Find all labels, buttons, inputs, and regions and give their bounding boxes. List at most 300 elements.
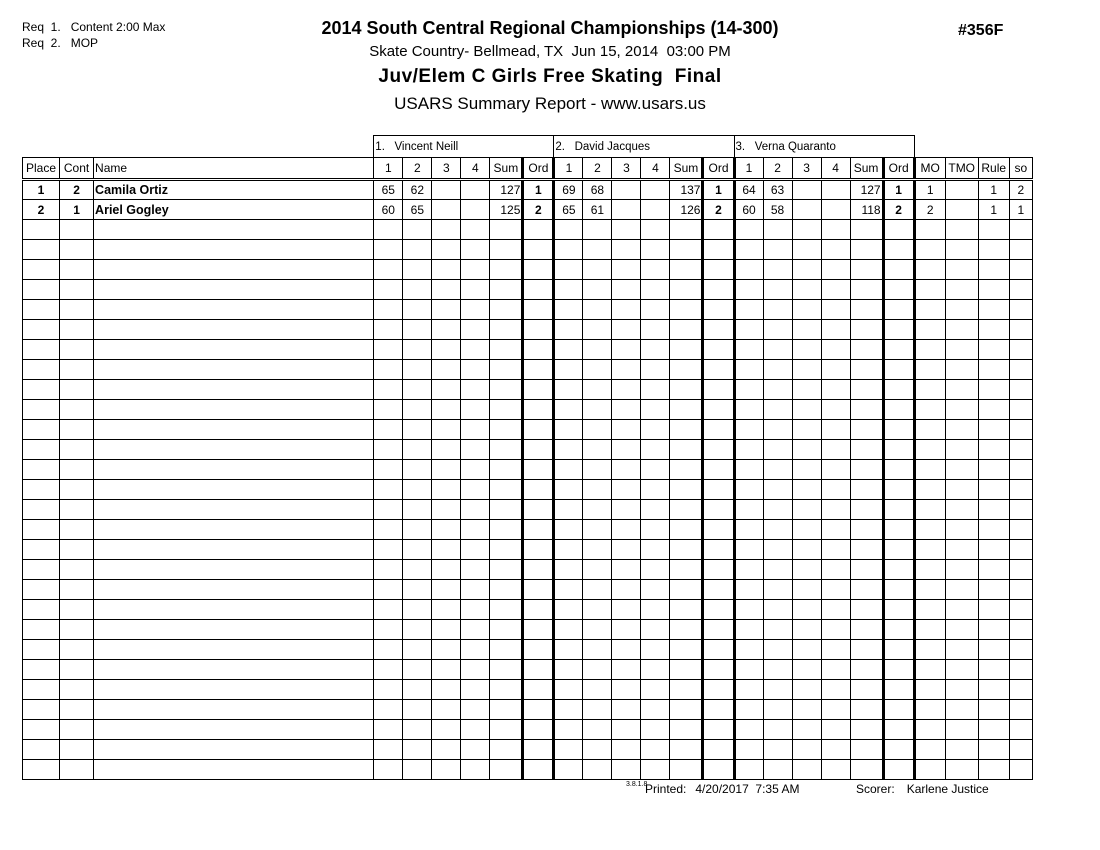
cont-cell bbox=[60, 500, 94, 520]
score-cell bbox=[792, 200, 821, 220]
score-cell bbox=[821, 500, 850, 520]
sum-cell bbox=[490, 720, 523, 740]
score-cell bbox=[641, 560, 670, 580]
so-cell bbox=[1009, 380, 1032, 400]
mo-header: MO bbox=[914, 158, 945, 180]
score-cell bbox=[583, 460, 612, 480]
ord-cell bbox=[523, 340, 554, 360]
sum-cell bbox=[670, 420, 703, 440]
sum-cell bbox=[490, 320, 523, 340]
tmo-cell bbox=[945, 480, 978, 500]
score-cell bbox=[554, 380, 583, 400]
championship-title: 2014 South Central Regional Championships (14-300) bbox=[321, 18, 779, 38]
score-cell bbox=[612, 440, 641, 460]
rule-cell bbox=[978, 420, 1009, 440]
score-cell bbox=[374, 540, 403, 560]
score-cell bbox=[403, 420, 432, 440]
cont-cell bbox=[60, 260, 94, 280]
score-cell bbox=[583, 540, 612, 560]
score-cell bbox=[554, 640, 583, 660]
report-type-title: USARS Summary Report - www.usars.us bbox=[394, 94, 706, 113]
ord-cell: 1 bbox=[703, 180, 734, 200]
sum-cell bbox=[850, 340, 883, 360]
empty-row bbox=[23, 660, 1033, 680]
sum-cell bbox=[670, 320, 703, 340]
empty-row bbox=[23, 700, 1033, 720]
ord-cell bbox=[883, 760, 914, 780]
score-cell: 62 bbox=[403, 180, 432, 200]
score-cell bbox=[821, 460, 850, 480]
score-cell bbox=[821, 220, 850, 240]
sum-cell bbox=[670, 580, 703, 600]
sum-cell bbox=[670, 640, 703, 660]
score-cell bbox=[734, 320, 763, 340]
empty-row bbox=[23, 640, 1033, 660]
sum-cell bbox=[850, 680, 883, 700]
sum-cell bbox=[850, 580, 883, 600]
empty-row bbox=[23, 720, 1033, 740]
rule-cell bbox=[978, 680, 1009, 700]
ord-cell bbox=[523, 220, 554, 240]
sum-cell bbox=[670, 620, 703, 640]
sum-cell bbox=[490, 560, 523, 580]
score-cell bbox=[461, 420, 490, 440]
score-cell bbox=[374, 280, 403, 300]
sum-cell bbox=[850, 700, 883, 720]
sum-cell bbox=[490, 740, 523, 760]
ord-cell bbox=[523, 620, 554, 640]
score-cell bbox=[374, 460, 403, 480]
score-cell bbox=[734, 420, 763, 440]
score-cell bbox=[821, 280, 850, 300]
tmo-cell bbox=[945, 600, 978, 620]
empty-row bbox=[23, 760, 1033, 780]
score-cell bbox=[612, 520, 641, 540]
score-cell bbox=[792, 540, 821, 560]
score-cell bbox=[821, 700, 850, 720]
sum-cell bbox=[850, 620, 883, 640]
mo-cell: 1 bbox=[914, 180, 945, 200]
score-cell bbox=[641, 600, 670, 620]
place-cell bbox=[23, 560, 60, 580]
score-cell bbox=[641, 760, 670, 780]
judge-1-subcol-header: Sum bbox=[490, 158, 523, 180]
score-cell bbox=[583, 240, 612, 260]
score-cell bbox=[734, 240, 763, 260]
score-cell bbox=[763, 340, 792, 360]
score-cell bbox=[763, 580, 792, 600]
sum-cell: 137 bbox=[670, 180, 703, 200]
score-cell bbox=[461, 260, 490, 280]
tmo-cell bbox=[945, 560, 978, 580]
sum-cell bbox=[670, 700, 703, 720]
score-cell bbox=[374, 420, 403, 440]
score-cell bbox=[792, 680, 821, 700]
so-cell bbox=[1009, 340, 1032, 360]
place-cell bbox=[23, 480, 60, 500]
score-cell bbox=[432, 460, 461, 480]
place-cell bbox=[23, 660, 60, 680]
rule-cell bbox=[978, 260, 1009, 280]
req-line-1: Req 1. Content 2:00 Max bbox=[22, 20, 166, 34]
ord-cell bbox=[883, 480, 914, 500]
place-cell bbox=[23, 400, 60, 420]
cont-cell bbox=[60, 420, 94, 440]
name-cell bbox=[94, 220, 374, 240]
score-cell bbox=[641, 520, 670, 540]
score-cell bbox=[612, 560, 641, 580]
printed-value: 4/20/2017 7:35 AM bbox=[695, 782, 800, 796]
mo-cell bbox=[914, 520, 945, 540]
sum-cell bbox=[490, 600, 523, 620]
ord-cell bbox=[883, 280, 914, 300]
ord-cell bbox=[883, 400, 914, 420]
cont-cell bbox=[60, 400, 94, 420]
name-cell bbox=[94, 280, 374, 300]
score-cell bbox=[641, 400, 670, 420]
score-cell bbox=[554, 540, 583, 560]
score-cell bbox=[554, 300, 583, 320]
score-cell bbox=[792, 460, 821, 480]
score-cell bbox=[734, 760, 763, 780]
score-cell bbox=[461, 660, 490, 680]
score-cell bbox=[432, 700, 461, 720]
score-cell bbox=[554, 460, 583, 480]
score-cell bbox=[461, 340, 490, 360]
score-cell bbox=[763, 260, 792, 280]
mo-cell bbox=[914, 740, 945, 760]
place-cell bbox=[23, 700, 60, 720]
score-cell bbox=[554, 620, 583, 640]
score-cell bbox=[641, 320, 670, 340]
score-cell bbox=[583, 680, 612, 700]
score-cell bbox=[461, 760, 490, 780]
ord-cell bbox=[703, 420, 734, 440]
score-cell bbox=[763, 240, 792, 260]
score-cell bbox=[554, 420, 583, 440]
score-cell bbox=[734, 340, 763, 360]
cont-cell bbox=[60, 300, 94, 320]
score-cell bbox=[763, 500, 792, 520]
score-cell bbox=[583, 400, 612, 420]
so-cell bbox=[1009, 260, 1032, 280]
score-cell bbox=[734, 460, 763, 480]
ord-cell bbox=[523, 540, 554, 560]
tmo-cell bbox=[945, 240, 978, 260]
score-cell bbox=[641, 340, 670, 360]
place-cell bbox=[23, 320, 60, 340]
ord-cell bbox=[703, 460, 734, 480]
score-cell bbox=[763, 360, 792, 380]
sum-cell bbox=[670, 500, 703, 520]
score-cell bbox=[792, 240, 821, 260]
sum-cell bbox=[850, 500, 883, 520]
event-title: Juv/Elem C Girls Free Skating Final bbox=[378, 66, 722, 87]
mo-cell bbox=[914, 240, 945, 260]
score-cell bbox=[403, 400, 432, 420]
ord-cell bbox=[703, 700, 734, 720]
sum-cell bbox=[850, 360, 883, 380]
score-cell bbox=[792, 700, 821, 720]
name-cell bbox=[94, 380, 374, 400]
so-cell bbox=[1009, 660, 1032, 680]
ord-cell bbox=[523, 600, 554, 620]
score-cell bbox=[461, 620, 490, 640]
ord-cell bbox=[523, 240, 554, 260]
score-cell bbox=[403, 260, 432, 280]
score-cell bbox=[734, 540, 763, 560]
score-cell bbox=[821, 520, 850, 540]
tmo-cell bbox=[945, 460, 978, 480]
ord-cell bbox=[883, 540, 914, 560]
so-cell bbox=[1009, 520, 1032, 540]
score-cell bbox=[374, 620, 403, 640]
score-cell bbox=[792, 260, 821, 280]
sum-cell bbox=[670, 740, 703, 760]
so-cell bbox=[1009, 760, 1032, 780]
name-cell bbox=[94, 260, 374, 280]
score-cell bbox=[583, 560, 612, 580]
ord-cell bbox=[883, 660, 914, 680]
sum-cell bbox=[670, 260, 703, 280]
sum-cell bbox=[490, 520, 523, 540]
sum-cell bbox=[490, 380, 523, 400]
score-cell bbox=[403, 700, 432, 720]
score-cell bbox=[641, 480, 670, 500]
score-cell bbox=[432, 680, 461, 700]
score-cell bbox=[734, 700, 763, 720]
score-cell bbox=[763, 560, 792, 580]
score-cell bbox=[403, 600, 432, 620]
score-cell bbox=[432, 760, 461, 780]
ord-cell bbox=[883, 600, 914, 620]
ord-cell: 1 bbox=[883, 180, 914, 200]
rule-cell bbox=[978, 220, 1009, 240]
sum-cell bbox=[490, 480, 523, 500]
mo-cell bbox=[914, 560, 945, 580]
score-cell bbox=[763, 220, 792, 240]
cont-cell bbox=[60, 720, 94, 740]
sum-cell bbox=[850, 600, 883, 620]
empty-row bbox=[23, 540, 1033, 560]
score-cell bbox=[734, 500, 763, 520]
tmo-cell bbox=[945, 280, 978, 300]
score-cell bbox=[641, 300, 670, 320]
tmo-cell bbox=[945, 640, 978, 660]
score-cell bbox=[403, 500, 432, 520]
score-cell bbox=[432, 740, 461, 760]
score-cell bbox=[763, 460, 792, 480]
score-cell bbox=[554, 440, 583, 460]
score-cell bbox=[374, 720, 403, 740]
score-cell bbox=[374, 700, 403, 720]
score-cell bbox=[583, 600, 612, 620]
score-cell bbox=[461, 520, 490, 540]
rule-header: Rule bbox=[978, 158, 1009, 180]
tmo-cell bbox=[945, 760, 978, 780]
score-cell bbox=[763, 440, 792, 460]
ord-cell bbox=[883, 720, 914, 740]
ord-cell bbox=[883, 340, 914, 360]
sum-cell bbox=[850, 480, 883, 500]
score-cell bbox=[763, 620, 792, 640]
place-cell bbox=[23, 360, 60, 380]
score-cell bbox=[461, 680, 490, 700]
name-cell bbox=[94, 340, 374, 360]
score-cell bbox=[554, 520, 583, 540]
score-cell bbox=[432, 580, 461, 600]
score-cell bbox=[461, 640, 490, 660]
ord-cell bbox=[703, 400, 734, 420]
empty-row bbox=[23, 560, 1033, 580]
event-number: #356F bbox=[958, 22, 1004, 39]
score-cell bbox=[554, 280, 583, 300]
sum-cell bbox=[490, 440, 523, 460]
rule-cell bbox=[978, 520, 1009, 540]
score-cell bbox=[612, 340, 641, 360]
sum-cell bbox=[850, 320, 883, 340]
ord-cell bbox=[523, 440, 554, 460]
score-cell bbox=[792, 400, 821, 420]
score-cell bbox=[792, 740, 821, 760]
ord-cell bbox=[703, 680, 734, 700]
score-cell: 69 bbox=[554, 180, 583, 200]
rule-cell bbox=[978, 360, 1009, 380]
tmo-cell bbox=[945, 180, 978, 200]
ord-cell bbox=[703, 500, 734, 520]
score-cell bbox=[612, 540, 641, 560]
score-cell bbox=[821, 320, 850, 340]
score-cell bbox=[461, 580, 490, 600]
printed-label: Printed: bbox=[645, 782, 687, 796]
ord-cell bbox=[703, 320, 734, 340]
tmo-cell bbox=[945, 420, 978, 440]
sum-cell bbox=[670, 600, 703, 620]
judge-3-subcol-header: Sum bbox=[850, 158, 883, 180]
sum-cell bbox=[670, 300, 703, 320]
empty-row bbox=[23, 620, 1033, 640]
venue-date-line: Skate Country- Bellmead, TX Jun 15, 2014 03:00 PM bbox=[369, 43, 731, 60]
mo-cell bbox=[914, 420, 945, 440]
cont-cell bbox=[60, 460, 94, 480]
score-cell bbox=[374, 660, 403, 680]
empty-row bbox=[23, 400, 1033, 420]
mo-cell bbox=[914, 440, 945, 460]
sum-cell bbox=[490, 400, 523, 420]
ord-cell bbox=[883, 740, 914, 760]
sum-cell bbox=[490, 220, 523, 240]
score-cell bbox=[612, 240, 641, 260]
ord-cell bbox=[703, 520, 734, 540]
so-cell bbox=[1009, 480, 1032, 500]
score-cell bbox=[583, 340, 612, 360]
score-cell: 60 bbox=[374, 200, 403, 220]
cont-cell: 2 bbox=[60, 180, 94, 200]
cont-cell bbox=[60, 560, 94, 580]
score-cell bbox=[612, 180, 641, 200]
score-cell bbox=[612, 220, 641, 240]
cont-cell bbox=[60, 540, 94, 560]
name-cell bbox=[94, 560, 374, 580]
score-cell: 58 bbox=[763, 200, 792, 220]
place-cell bbox=[23, 640, 60, 660]
ord-cell bbox=[703, 600, 734, 620]
score-cell bbox=[461, 500, 490, 520]
ord-cell bbox=[703, 240, 734, 260]
sum-cell bbox=[490, 420, 523, 440]
score-cell bbox=[734, 740, 763, 760]
score-cell bbox=[554, 680, 583, 700]
rule-cell: 1 bbox=[978, 200, 1009, 220]
mo-cell bbox=[914, 500, 945, 520]
ord-cell bbox=[523, 560, 554, 580]
score-cell bbox=[432, 200, 461, 220]
score-cell bbox=[612, 680, 641, 700]
ord-cell bbox=[883, 220, 914, 240]
mo-cell bbox=[914, 400, 945, 420]
score-cell bbox=[792, 340, 821, 360]
score-cell bbox=[792, 300, 821, 320]
ord-cell bbox=[523, 460, 554, 480]
score-cell bbox=[763, 600, 792, 620]
ord-cell bbox=[703, 280, 734, 300]
score-cell: 64 bbox=[734, 180, 763, 200]
ord-cell bbox=[523, 580, 554, 600]
ord-cell: 1 bbox=[523, 180, 554, 200]
score-cell bbox=[792, 380, 821, 400]
sum-cell bbox=[490, 700, 523, 720]
tmo-cell bbox=[945, 260, 978, 280]
score-cell bbox=[554, 220, 583, 240]
sum-cell bbox=[670, 480, 703, 500]
score-cell bbox=[461, 740, 490, 760]
cont-cell bbox=[60, 580, 94, 600]
skater-row bbox=[23, 200, 1033, 220]
name-cell bbox=[94, 640, 374, 660]
sum-cell bbox=[670, 240, 703, 260]
sum-cell bbox=[670, 720, 703, 740]
mo-cell bbox=[914, 680, 945, 700]
judge-2-subcol-header: Sum bbox=[670, 158, 703, 180]
score-cell bbox=[374, 400, 403, 420]
score-cell bbox=[641, 220, 670, 240]
score-cell bbox=[763, 720, 792, 740]
ord-cell: 2 bbox=[883, 200, 914, 220]
judge-1-subcol-header: 2 bbox=[403, 158, 432, 180]
score-cell: 65 bbox=[374, 180, 403, 200]
cont-cell bbox=[60, 380, 94, 400]
tmo-cell bbox=[945, 660, 978, 680]
sum-cell bbox=[670, 660, 703, 680]
judge-2-header: 2. David Jacques bbox=[554, 136, 734, 158]
score-cell bbox=[403, 360, 432, 380]
place-cell: 1 bbox=[23, 180, 60, 200]
name-cell bbox=[94, 520, 374, 540]
score-cell bbox=[734, 560, 763, 580]
sum-cell: 125 bbox=[490, 200, 523, 220]
score-cell bbox=[821, 680, 850, 700]
score-cell bbox=[821, 580, 850, 600]
score-cell bbox=[792, 480, 821, 500]
cont-cell bbox=[60, 340, 94, 360]
empty-row bbox=[23, 320, 1033, 340]
score-cell bbox=[554, 320, 583, 340]
place-cell bbox=[23, 520, 60, 540]
cont-cell bbox=[60, 740, 94, 760]
ord-cell bbox=[523, 680, 554, 700]
score-cell bbox=[374, 360, 403, 380]
score-cell bbox=[374, 380, 403, 400]
